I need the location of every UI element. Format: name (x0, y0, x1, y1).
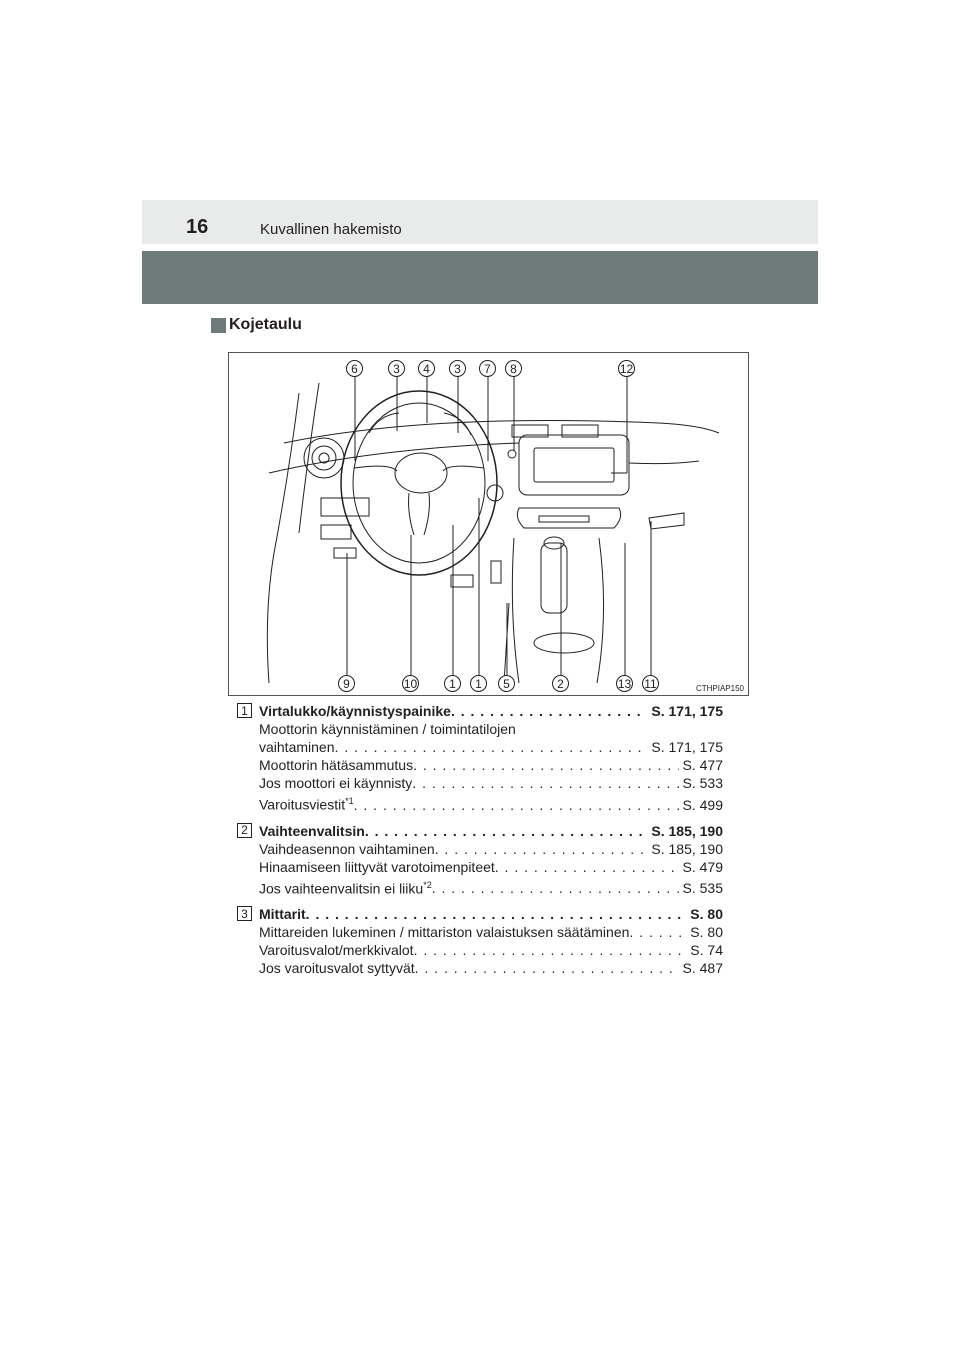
entry-2 (237, 822, 723, 898)
callout-4: 4 (418, 360, 435, 377)
page-reference: S. 533 (682, 775, 723, 791)
callout-11: 11 (642, 675, 659, 692)
entry-line (259, 923, 723, 941)
entry-text: Moottorin käynnistäminen / toimintatilojen (259, 721, 516, 737)
leader-dots (354, 796, 679, 814)
callout-7: 7 (479, 360, 496, 377)
entry-3 (237, 905, 723, 977)
leader-dots (414, 941, 687, 959)
leader-dots (629, 923, 686, 941)
page-reference: S. 171, 175 (651, 703, 723, 719)
section-title: Kojetaulu (229, 316, 302, 333)
callout-8: 8 (505, 360, 522, 377)
page-reference: S. 185, 190 (651, 822, 723, 839)
entry-line (259, 876, 723, 898)
page-reference: S. 171, 175 (651, 739, 723, 755)
entry-title-line (259, 702, 723, 720)
entry-text: Mittareiden lukeminen / mittariston valaistuksen säätäminen (259, 924, 630, 941)
entry-text: vaihtaminen (259, 739, 335, 755)
entry-title-line (259, 905, 723, 923)
entry-line (259, 756, 723, 774)
entry-text: Hinaamiseen liittyvät varotoimenpiteet (259, 858, 495, 875)
callout-5: 5 (498, 675, 515, 692)
entry-list (237, 702, 723, 985)
entry-text: Varoitusvalot/merkkivalot (259, 942, 414, 959)
callout-6: 6 (346, 360, 363, 377)
callout-1b: 1 (470, 675, 487, 692)
footnote-mark: *1 (345, 796, 354, 806)
leader-dots (413, 756, 678, 774)
entry-line (259, 858, 723, 876)
leader-dots (306, 905, 687, 923)
entry-text-main: Varoitusviestit (259, 796, 346, 813)
figure-code: CTHPIAP150 (695, 684, 744, 693)
entry-text-main: Jos vaihteenvalitsin ei liiku (259, 880, 424, 897)
page-reference: S. 499 (682, 796, 723, 813)
dashboard-drawing (229, 353, 750, 697)
entry-text (259, 876, 432, 898)
callout-3: 3 (388, 360, 405, 377)
entry-1 (237, 702, 723, 814)
leader-dots (435, 840, 648, 858)
dashboard-illustration (228, 352, 749, 696)
leader-dots (451, 702, 647, 720)
page-reference: S. 80 (690, 906, 723, 923)
entry-line (259, 774, 723, 792)
entry-line (259, 840, 723, 858)
entry-number-badge: 2 (237, 823, 252, 838)
callout-2: 2 (552, 675, 569, 692)
footnote-mark: *2 (423, 879, 432, 890)
callout-3b: 3 (449, 360, 466, 377)
leader-dots (415, 959, 679, 977)
section-marker-icon (211, 318, 226, 333)
entry-title-line (259, 822, 723, 840)
entry-line (259, 720, 723, 738)
callout-13: 13 (617, 676, 632, 691)
page-reference: S. 487 (682, 960, 723, 977)
leader-dots (365, 822, 648, 840)
page-reference: S. 80 (690, 924, 723, 941)
header-bar (142, 200, 818, 244)
header-title: Kuvallinen hakemisto (260, 221, 402, 238)
entry-line (259, 941, 723, 959)
leader-dots (495, 858, 679, 876)
page-reference: S. 535 (682, 880, 723, 897)
entry-number-badge: 3 (237, 906, 252, 921)
entry-number-badge: 1 (237, 703, 252, 718)
page-reference: S. 74 (690, 942, 723, 959)
callout-9: 9 (338, 675, 355, 692)
entry-text: Vaihdeasennon vaihtaminen (259, 840, 435, 857)
leader-dots (335, 738, 648, 756)
callout-12: 12 (619, 361, 634, 376)
entry-text: Jos moottori ei käynnisty (259, 775, 413, 791)
leader-dots (432, 879, 679, 897)
entry-title: Virtalukko/käynnistyspainike (259, 703, 451, 719)
page-reference: S. 477 (682, 757, 723, 773)
page-reference: S. 185, 190 (651, 840, 723, 857)
page-number: 16 (186, 216, 209, 238)
entry-text: Jos varoitusvalot syttyvät (259, 960, 415, 977)
entry-title: Mittarit (259, 906, 306, 923)
entry-line (259, 738, 723, 756)
callout-10: 10 (403, 676, 418, 691)
entry-title: Vaihteenvalitsin (259, 822, 365, 839)
entry-line (259, 792, 723, 814)
leader-dots (412, 774, 678, 792)
page-reference: S. 479 (682, 858, 723, 875)
section-band (142, 251, 818, 304)
entry-text: Moottorin hätäsammutus (259, 757, 414, 773)
entry-text (259, 792, 354, 814)
callout-1: 1 (444, 675, 461, 692)
entry-line (259, 959, 723, 977)
